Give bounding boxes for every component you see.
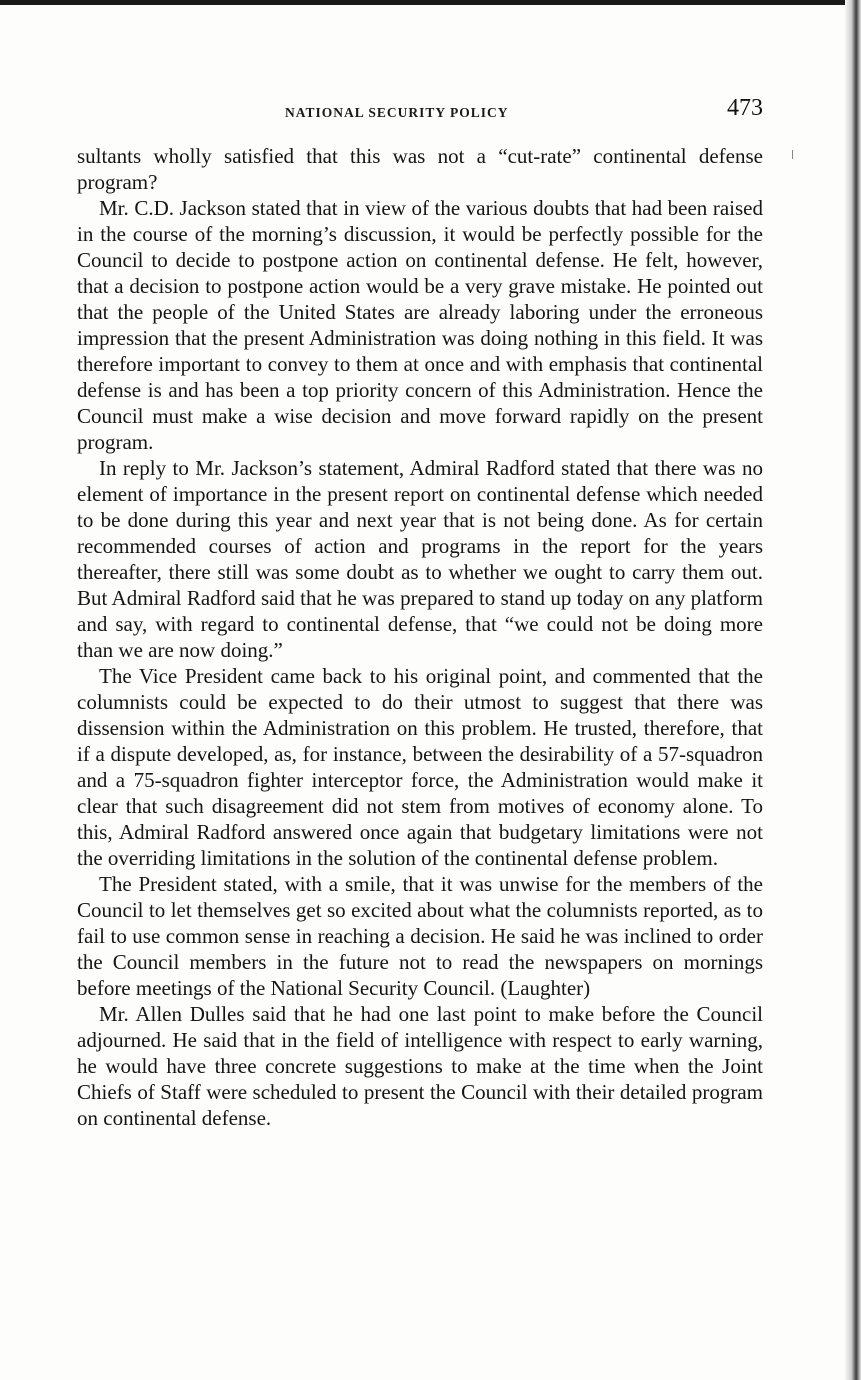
paragraph-president: The President stated, with a smile, that it was unwise for the members of the Council to let themselves get so excited about what the columnists reported, as to fail to use common sense in reaching a decision. He said he was inclined to order the Council members in the future not to read the newspapers on mornings before meetings of the National Security Council. (Laughter) (77, 872, 763, 1000)
body-text (77, 143, 763, 1131)
paragraph-continued: sultants wholly satisfied that this was not a “cut-rate” continental defense program? (77, 144, 763, 194)
scan-right-edge (845, 0, 861, 1380)
paragraph-dulles: Mr. Allen Dulles said that he had one last point to make before the Council adjourned. He said that in the field of intelligence with respect to early warning, he would have three concrete suggestions to make at the time when the Joint Chiefs of Staff were scheduled to present the Council with their detailed program on continental defense. (77, 1002, 763, 1130)
scan-top-border (0, 0, 861, 5)
paragraph-jackson: Mr. C.D. Jackson stated that in view of the various doubts that had been raised in the course of the morning’s discussion, it would be perfectly possible for the Council to decide to postpone action on continental defense. He felt, however, that a decision to postpone action would be a very grave mistake. He pointed out that the people of the United States are already laboring under the erroneous impression that the present Administration was doing nothing in this field. It was therefore important to convey to them at once and with emphasis that continental defense is and has been a top priority concern of this Administration. Hence the Council must make a wise decision and move forward rapidly on the present program. (77, 196, 763, 454)
page-header (77, 95, 763, 129)
paragraph-vice-president: The Vice President came back to his original point, and commented that the columnists could be expected to do their utmost to suggest that there was dissension within the Administration on this problem. He trusted, therefore, that if a dispute developed, as, for instance, between the desirability of a 57-squadron and a 75-squadron fighter interceptor force, the Administration would make it clear that such disagreement did not stem from motives of economy alone. To this, Admiral Radford answered once again that budgetary limitations were not the overriding limitations in the solution of the continental defense problem. (77, 664, 763, 870)
scan-artifact-mark (792, 150, 793, 159)
running-head: NATIONAL SECURITY POLICY (285, 105, 509, 120)
page-number: 473 (727, 95, 763, 121)
paragraph-radford-reply: In reply to Mr. Jackson’s statement, Admiral Radford stated that there was no element of importance in the present report on continental defense which needed to be done during this year and next year that is not being done. As for certain recommended courses of action and programs in the report for the years thereafter, there still was some doubt as to whether we ought to carry them out. But Admiral Radford said that he was prepared to stand up today on any platform and say, with regard to continental defense, that “we could not be doing more than we are now doing.” (77, 456, 763, 662)
